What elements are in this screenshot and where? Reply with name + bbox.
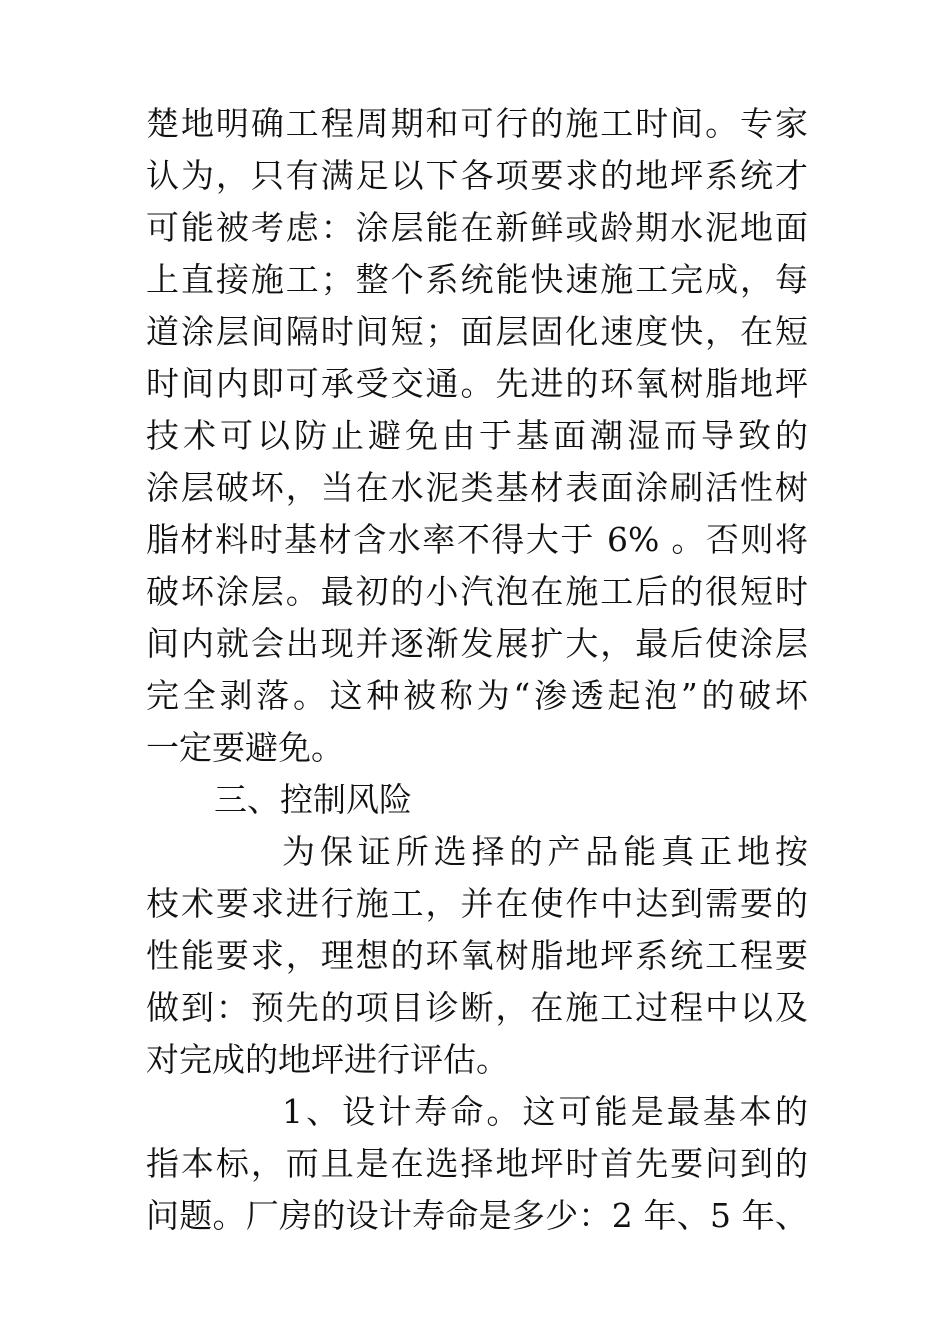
text-line: 一定要避免。 (146, 728, 344, 767)
text-line: 认为，只有满足以下各项要求的地坪系统才 (146, 156, 808, 195)
text-line: 完全剥落。这种被称为“渗透起泡”的破坏 (146, 676, 808, 715)
text-line: 涂层破坏，当在水泥类基材表面涂刷活性树 (146, 468, 808, 507)
text-line: 为保证所选择的产品能真正地按 (282, 832, 808, 871)
text-line: 做到：预先的项目诊断，在施工过程中以及 (146, 988, 808, 1027)
text-line: 1、设计寿命。这可能是最基本的 (282, 1092, 808, 1131)
text-line: 间内就会出现并逐渐发展扩大，最后使涂层 (146, 624, 808, 663)
text-line: 可能被考虑：涂层能在新鲜或龄期水泥地面 (146, 208, 808, 247)
text-line: 楚地明确工程周期和可行的施工时间。专家 (146, 104, 808, 143)
text-line: 技术可以防止避免由于基面潮湿而导致的 (146, 416, 808, 455)
text-line: 脂材料时基材含水率不得大于 6% 。否则将 (146, 520, 808, 559)
text-line: 时间内即可承受交通。先进的环氧树脂地坪 (146, 364, 808, 403)
text-line: 枝术要求进行施工，并在使作中达到需要的 (146, 884, 808, 923)
document-body (146, 98, 808, 1242)
text-line: 问题。厂房的设计寿命是多少：2 年、5 年、 (146, 1196, 808, 1235)
text-line: 性能要求，理想的环氧树脂地坪系统工程要 (146, 936, 808, 975)
text-line: 对完成的地坪进行评估。 (146, 1040, 509, 1079)
text-line: 上直接施工；整个系统能快速施工完成，每 (146, 260, 808, 299)
section-heading: 三、控制风险 (214, 780, 412, 819)
text-line: 破坏涂层。最初的小汽泡在施工后的很短时 (146, 572, 808, 611)
text-line: 道涂层间隔时间短；面层固化速度快，在短 (146, 312, 808, 351)
text-line: 指本标，而且是在选择地坪时首先要问到的 (146, 1144, 808, 1183)
